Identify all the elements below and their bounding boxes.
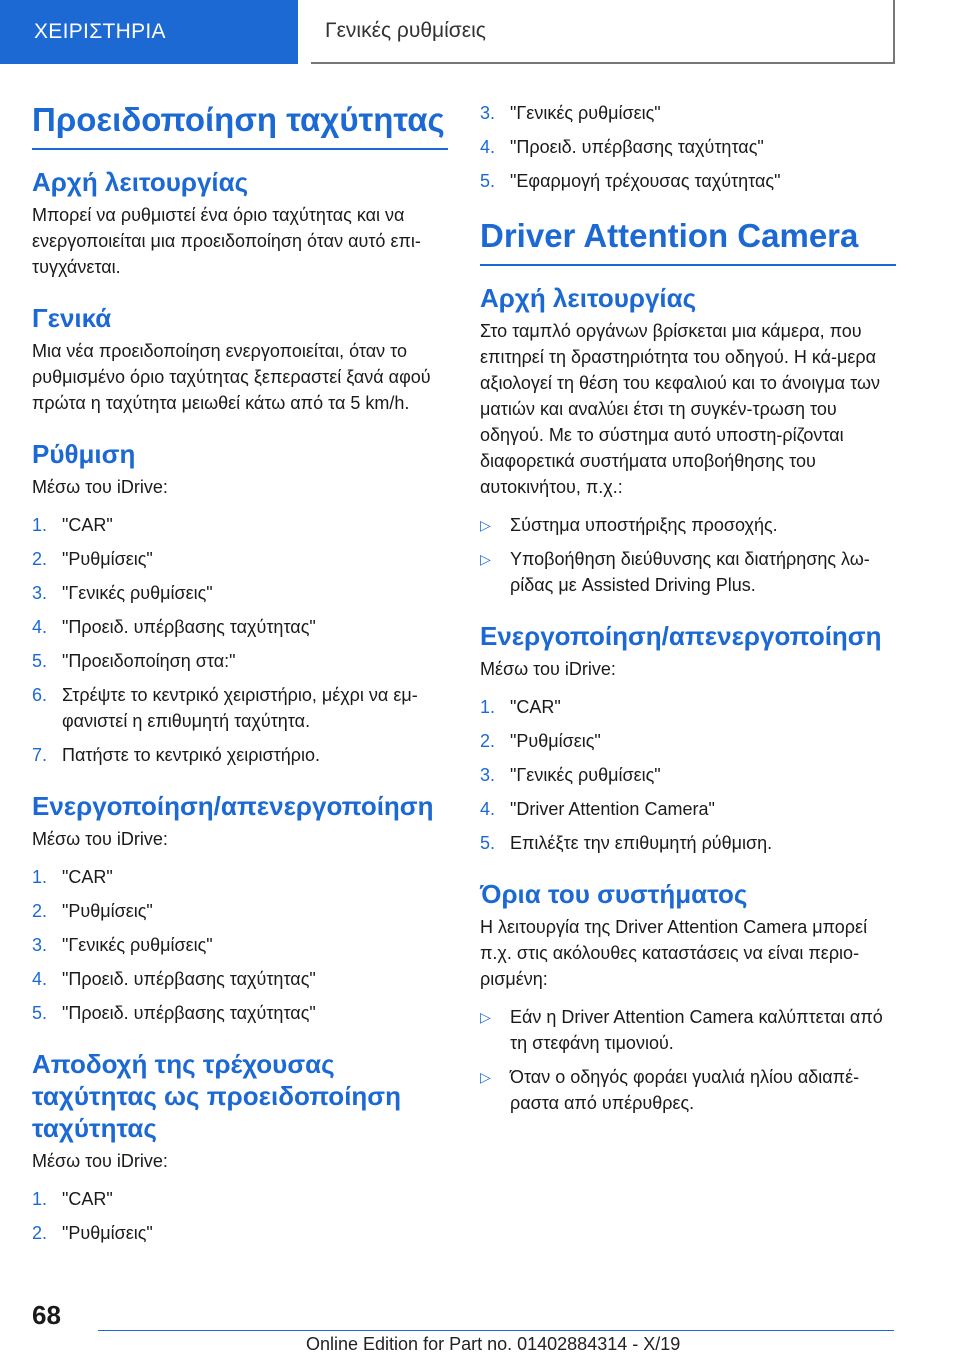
list-item (480, 512, 896, 538)
step-text: "CAR" (62, 515, 113, 535)
heading-activation: Ενεργοποίηση/απενεργοποίηση (32, 791, 434, 821)
step-text: "CAR" (62, 867, 113, 887)
step-number: 1. (32, 867, 48, 887)
step-text: "Προειδ. υπέρβασης ταχύτητας" (62, 969, 316, 989)
step-number: 5. (480, 171, 496, 191)
step-text: "Γενικές ρυθμίσεις" (510, 765, 661, 785)
step-text: "Ρυθμίσεις" (510, 731, 601, 751)
text-setting-intro: Μέσω του iDrive: (32, 477, 168, 497)
step-number: 2. (480, 731, 496, 751)
list-item (32, 898, 448, 924)
bullet-text: Σύστημα υποστήριξης προσοχής. (510, 515, 778, 535)
step-number: 4. (480, 137, 496, 157)
steps-accept (32, 1186, 448, 1246)
step-text: "Ρυθμίσεις" (62, 1223, 153, 1243)
step-number: 3. (480, 765, 496, 785)
list-item (480, 1004, 896, 1056)
list-item (480, 796, 896, 822)
list-item (32, 932, 448, 958)
text-activation-intro: Μέσω του iDrive: (32, 829, 168, 849)
step-number: 7. (32, 745, 48, 765)
step-number: 1. (480, 697, 496, 717)
list-item (32, 864, 448, 890)
step-number: 3. (32, 935, 48, 955)
step-number: 3. (32, 583, 48, 603)
list-item (480, 694, 896, 720)
heading-principle-camera: Αρχή λειτουργίας (480, 283, 697, 313)
bullet-text: Υποβοήθηση διεύθυνσης και διατήρησης λω-ρίδας με Assisted Driving Plus. (510, 549, 870, 595)
list-item (32, 614, 448, 640)
right-column (480, 96, 896, 1124)
step-number: 5. (32, 1003, 48, 1023)
list-item (32, 546, 448, 572)
footer-divider (98, 1330, 894, 1331)
footer-edition: Online Edition for Part no. 01402884314 - X/19 (306, 1334, 681, 1354)
step-number: 4. (32, 617, 48, 637)
list-item (32, 1186, 448, 1212)
bullets-system-limits (480, 1004, 896, 1116)
list-item (480, 762, 896, 788)
step-text: "CAR" (62, 1189, 113, 1209)
step-text: Επιλέξτε την επιθυμητή ρύθμιση. (510, 833, 773, 853)
text-system-limits: Η λειτουργία της Driver Attention Camera μπορεί π.χ. στις ακόλουθες καταστάσεις να είναι περιο-ρισμένη: (480, 917, 868, 989)
triangle-right-icon: ▷ (480, 1069, 491, 1085)
text-principle: Μπορεί να ρυθμιστεί ένα όριο ταχύτητας και να ενεργοποιείται μια προειδοποίηση όταν αυτό επι-τυγχάνεται. (32, 205, 421, 277)
list-item (32, 512, 448, 538)
step-number: 2. (32, 901, 48, 921)
step-text: Πατήστε το κεντρικό χειριστήριο. (62, 745, 320, 765)
text-activation-camera-intro: Μέσω του iDrive: (480, 659, 616, 679)
heading-general: Γενικά (32, 303, 112, 333)
list-item (32, 580, 448, 606)
step-number: 3. (480, 103, 496, 123)
step-text: "Προειδοποίηση στα:" (62, 651, 236, 671)
heading-setting: Ρύθμιση (32, 439, 136, 469)
step-text: "Εφαρμογή τρέχουσας ταχύτητας" (510, 171, 781, 191)
step-number: 4. (32, 969, 48, 989)
list-item (32, 1000, 448, 1026)
step-number: 1. (32, 515, 48, 535)
step-text: "Γενικές ρυθμίσεις" (62, 935, 213, 955)
steps-setting (32, 512, 448, 768)
step-text: "Ρυθμίσεις" (62, 549, 153, 569)
steps-activation-camera (480, 694, 896, 856)
list-item (480, 134, 896, 160)
step-number: 5. (32, 651, 48, 671)
text-accept-intro: Μέσω του iDrive: (32, 1151, 168, 1171)
step-number: 5. (480, 833, 496, 853)
step-text: "Driver Attention Camera" (510, 799, 715, 819)
triangle-right-icon: ▷ (480, 1009, 491, 1025)
page-number: 68 (32, 1300, 61, 1330)
triangle-right-icon: ▷ (480, 551, 491, 567)
step-text: Στρέψτε το κεντρικό χειριστήριο, μέχρι να εμ-φανιστεί η επιθυμητή ταχύτητα. (62, 685, 418, 731)
bullet-text: Όταν ο οδηγός φοράει γυαλιά ηλίου αδιαπέ-ραστα από υπέρυθρες. (510, 1067, 860, 1113)
step-text: "Ρυθμίσεις" (62, 901, 153, 921)
text-general: Μια νέα προειδοποίηση ενεργοποιείται, όταν το ρυθμισμένο όριο ταχύτητας ξεπεραστεί ξανά αφού πρώτα η ταχύτητα μειωθεί κάτω από τα 5 km/h. (32, 341, 431, 413)
header-section-title: Γενικές ρυθμίσεις (311, 0, 895, 64)
step-number: 2. (32, 1223, 48, 1243)
list-item (32, 966, 448, 992)
list-item (32, 682, 448, 734)
list-item (480, 168, 896, 194)
steps-accept-continued (480, 100, 896, 194)
list-item (480, 1064, 896, 1116)
list-item (32, 1220, 448, 1246)
text-principle-camera: Στο ταμπλό οργάνων βρίσκεται μια κάμερα, που επιτηρεί τη δραστηριότητα του οδηγού. Η κά-μερα αξιολογεί τη θέση του κεφαλιού και το άνοιγμα των ματιών και αναλύει έτσι τη συγκέν-τρωση του οδηγού. Με το σύστημα αυτό υποστη-ρίζονται διαφορετικά συστήματα υποβοήθησης του αυτοκινήτου, π.χ.: (480, 321, 880, 497)
step-number: 6. (32, 685, 48, 705)
list-item (480, 100, 896, 126)
list-item (480, 830, 896, 856)
heading-activation-camera: Ενεργοποίηση/απενεργοποίηση (480, 621, 882, 651)
step-text: "Προειδ. υπέρβασης ταχύτητας" (62, 617, 316, 637)
bullet-text: Εάν η Driver Attention Camera καλύπτεται από τη στεφάνη τιμονιού. (510, 1007, 883, 1053)
step-text: "Γενικές ρυθμίσεις" (62, 583, 213, 603)
list-item (480, 546, 896, 598)
step-text: "Γενικές ρυθμίσεις" (510, 103, 661, 123)
page-title-speed-warning: Προειδοποίηση ταχύτητας (32, 98, 448, 150)
step-number: 1. (32, 1189, 48, 1209)
bullets-camera-systems (480, 512, 896, 598)
header-chapter-tab: ΧΕΙΡΙΣΤΗΡΙΑ (0, 0, 298, 64)
heading-system-limits: Όρια του συστήματος (480, 879, 748, 909)
step-text: "Προειδ. υπέρβασης ταχύτητας" (62, 1003, 316, 1023)
section-title-driver-attention-camera: Driver Attention Camera (480, 214, 896, 266)
list-item (32, 648, 448, 674)
triangle-right-icon: ▷ (480, 517, 491, 533)
left-column (32, 96, 448, 1254)
list-item (32, 742, 448, 768)
step-text: "Προειδ. υπέρβασης ταχύτητας" (510, 137, 764, 157)
heading-accept-current-speed: Αποδοχή της τρέχουσας ταχύτητας ως προειδοποίηση ταχύτητας (32, 1049, 401, 1143)
step-number: 2. (32, 549, 48, 569)
steps-activation (32, 864, 448, 1026)
heading-principle: Αρχή λειτουργίας (32, 167, 249, 197)
step-text: "CAR" (510, 697, 561, 717)
step-number: 4. (480, 799, 496, 819)
list-item (480, 728, 896, 754)
